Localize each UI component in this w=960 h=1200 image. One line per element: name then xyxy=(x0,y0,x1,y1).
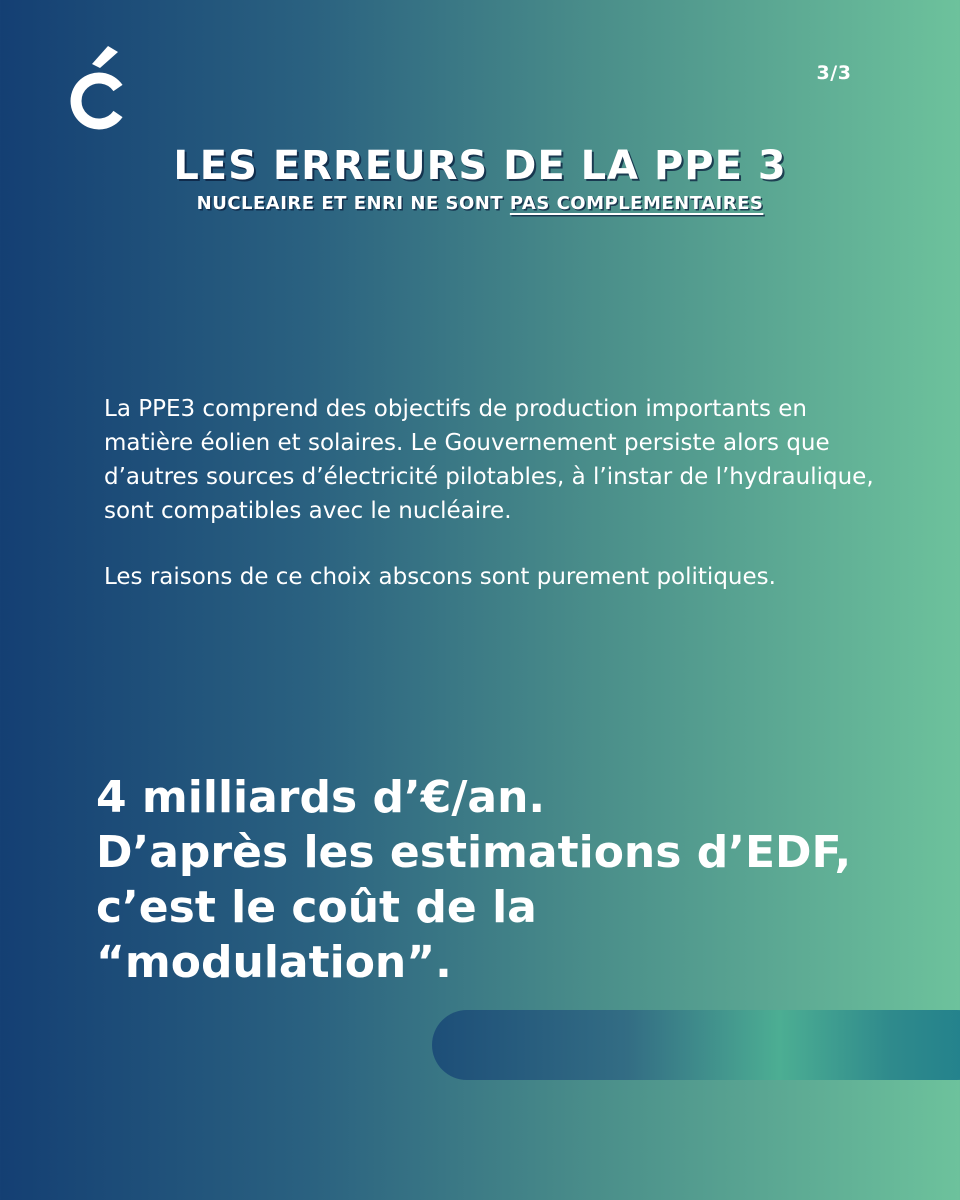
highlight-line-1: 4 milliards d’€/an. xyxy=(96,772,546,823)
body-paragraph-2: Les raisons de ce choix abscons sont purement politiques. xyxy=(104,564,776,590)
highlight-line-4: “modulation”. xyxy=(96,937,452,988)
page-subtitle xyxy=(0,192,960,216)
subtitle-underlined: PAS COMPLEMENTAIRES xyxy=(509,193,764,214)
highlight-statement xyxy=(96,770,916,990)
heading-block xyxy=(0,142,960,216)
body-text xyxy=(104,392,884,626)
highlight-line-3: c’est le coût de la xyxy=(96,882,537,933)
subtitle-prefix: NUCLEAIRE ET ENRI NE SONT xyxy=(196,193,510,214)
highlight-line-2: D’après les estimations d’EDF, xyxy=(96,827,852,878)
decorative-pill xyxy=(432,1010,960,1080)
page-counter: 3/3 xyxy=(816,62,852,84)
brand-logo-icon xyxy=(62,44,128,130)
body-paragraph-1: La PPE3 comprend des objectifs de production importants en matière éolien et solaires. Le Gouvernement persiste alors que d’autres sources d’électricité pilotables, à l’instar de l’hydraulique, sont compatibles avec le nucléaire. xyxy=(104,396,874,524)
page-title: LES ERREURS DE LA PPE 3 xyxy=(173,143,787,189)
